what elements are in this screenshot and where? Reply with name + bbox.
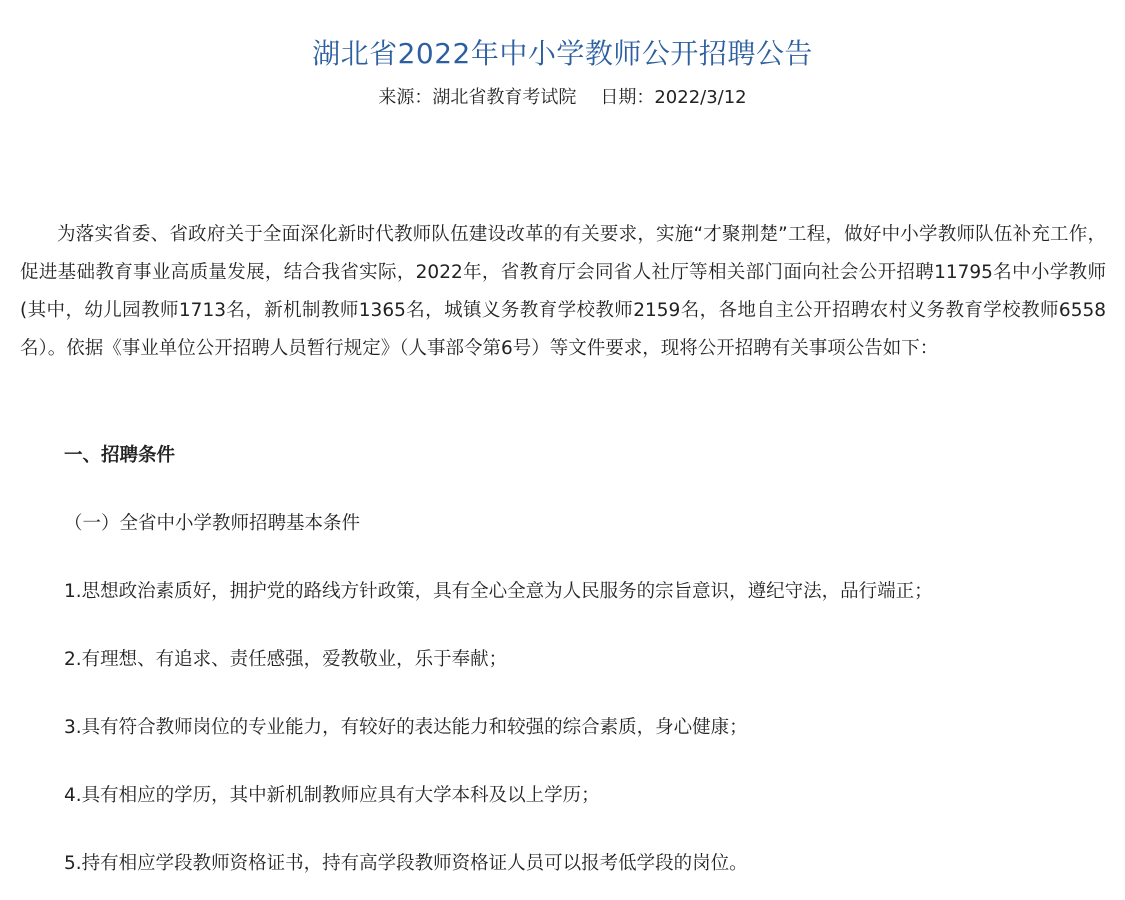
condition-item-5: 5.持有相应学段教师资格证书，持有高学段教师资格证人员可以报考低学段的岗位。	[64, 853, 748, 874]
source-label: 来源：	[378, 87, 433, 108]
page-title: 湖北省2022年中小学教师公开招聘公告	[312, 37, 813, 70]
condition-item-4: 4.具有相应的学历，其中新机制教师应具有大学本科及以上学历；	[64, 785, 600, 806]
section-heading-recruitment-conditions: 一、招聘条件	[64, 445, 176, 466]
date-value: 2022/3/12	[654, 87, 747, 108]
subsection-heading-basic-conditions: （一）全省中小学教师招聘基本条件	[64, 513, 361, 534]
condition-item-2: 2.有理想、有追求、责任感强，爱教敬业，乐于奉献；	[64, 649, 508, 670]
date-label: 日期：	[600, 87, 655, 108]
condition-item-1: 1.思想政治素质好，拥护党的路线方针政策，具有全心全意为人民服务的宗旨意识，遵纪守法，品行端正；	[64, 581, 933, 602]
condition-item-3: 3.具有符合教师岗位的专业能力，有较好的表达能力和较强的综合素质，身心健康；	[64, 717, 748, 738]
article-meta	[0, 84, 1125, 112]
source-value: 湖北省教育考试院	[432, 87, 577, 108]
intro-paragraph: 为落实省委、省政府关于全面深化新时代教师队伍建设改革的有关要求，实施“才聚荆楚”工程，做好中小学教师队伍补充工作，促进基础教育事业高质量发展，结合我省实际，2022年，省教育厅会同省人社厅等相关部门面向社会公开招聘11795名中小学教师(其中，幼儿园教师1713名，新机制教师1365名，城镇义务教育学校教师2159名，各地自主公开招聘农村义务教育学校教师6558名）。依据《事业单位公开招聘人员暂行规定》（人事部令第6号）等文件要求，现将公开招聘有关事项公告如下：	[20, 224, 1106, 359]
